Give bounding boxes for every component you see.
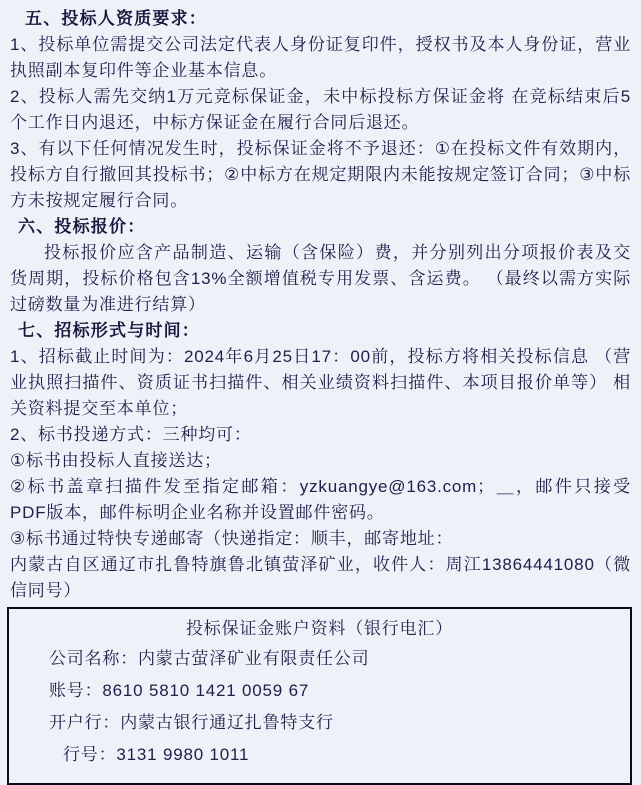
paragraph-method-express: ③标书通过特快专递邮寄（快递指定：顺丰，邮寄地址： [10,529,454,548]
paragraph-qualification-1: 1、投标单位需提交公司法定代表人身份证复印件，授权书及本人身份证，营业执照副本复印件等企业基本信息。 [10,35,631,80]
deposit-bank-name: 开户行：内蒙古银行通辽扎鲁特支行 [49,713,334,732]
paragraph-method-email: ②标书盖章扫描件发至指定邮箱：yzkuangye@163.com；＿，邮件只接受PDF版本，邮件标明企业名称并设置邮件密码。 [10,477,631,522]
deposit-account-number: 账号：8610 5810 1421 0059 67 [49,681,310,700]
section-tender-form-time [10,318,631,604]
section-bidder-qualifications [10,6,631,214]
deposit-box-title: 投标保证金账户资料（银行电汇） [186,619,453,638]
section-heading-qualifications: 五、投标人资质要求： [25,9,207,28]
paragraph-method-direct: ①标书由投标人直接送达； [10,451,222,470]
section-heading-form-time: 七、招标形式与时间： [18,321,200,340]
section-bid-quotation [10,214,631,318]
deposit-bank-code: 行号：3131 9980 1011 [63,745,250,764]
paragraph-quotation: 投标报价应含产品制造、运输（含保险）费，并分别列出分项报价表及交货周期，投标价格包含13%全额增值税专用发票、含运费。 （最终以需方实际过磅数量为准进行结算） [10,243,631,314]
deposit-account-box [7,607,632,785]
paragraph-deadline: 1、招标截止时间为：2024年6月25日17：00前，投标方将相关投标信息 （营业执照扫描件、资质证书扫描件、相关业绩资料扫描件、本项目报价单等） 相关资料提交至本单位； [10,347,631,418]
paragraph-mailing-address: 内蒙古自区通辽市扎鲁特旗鲁北镇萤泽矿业，收件人：周江13864441080（微信同号） [10,555,631,600]
deposit-company-name: 公司名称：内蒙古萤泽矿业有限责任公司 [49,649,370,668]
paragraph-delivery-methods: 2、标书投递方式：三种均可： [10,425,252,444]
paragraph-qualification-3: 3、有以下任何情况发生时，投标保证金将不予退还：①在投标文件有效期内，投标方自行撤回其投标书；②中标方在规定期限内未能按规定签订合同；③中标方未按规定履行合同。 [10,139,631,210]
paragraph-qualification-2: 2、投标人需先交纳1万元竞标保证金，未中标投标方保证金将 在竞标结束后5个工作日内退还，中标方保证金在履行合同后退还。 [10,87,631,132]
section-heading-quotation: 六、投标报价： [18,217,146,236]
